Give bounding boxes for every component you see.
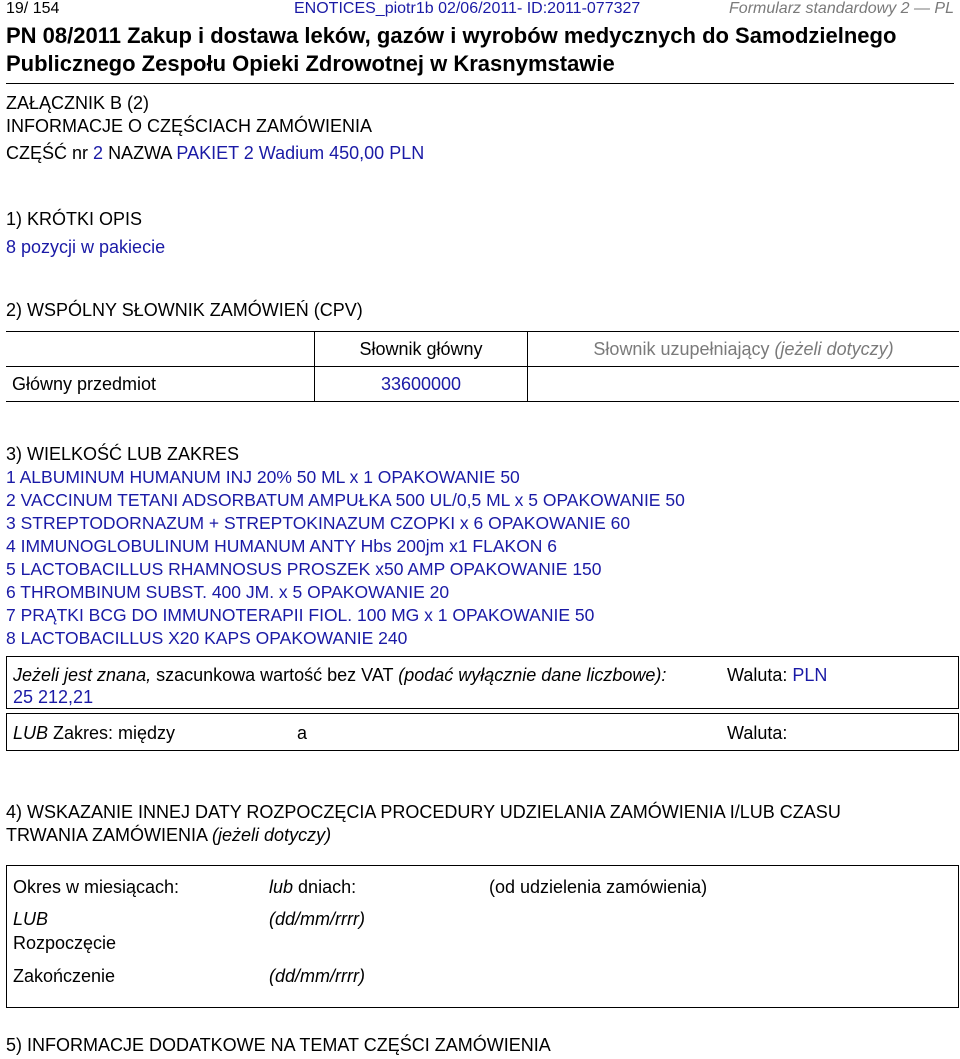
- start-label: Rozpoczęcie: [13, 933, 117, 953]
- notice-source: ENOTICES_piotr1b: [294, 0, 434, 17]
- part-number: 2: [93, 143, 104, 163]
- range-and: a: [297, 723, 308, 743]
- cpv-main-code: 33600000: [315, 367, 528, 402]
- start-date-format: (dd/mm/rrrr): [269, 909, 365, 929]
- cpv-supp-note: (jeżeli dotyczy): [774, 338, 894, 359]
- section5-heading: 5) INFORMACJE DODATKOWE NA TEMAT CZĘŚCI ZAMÓWIENIA: [6, 1035, 551, 1055]
- section2-heading: 2) WSPÓLNY SŁOWNIK ZAMÓWIEŃ (CPV): [6, 300, 363, 320]
- currency-value: PLN: [792, 665, 828, 685]
- annex-heading: ZAŁĄCZNIK B (2): [6, 93, 150, 113]
- value-label: szacunkowa wartość bez VAT: [156, 665, 394, 685]
- list-item: 5 LACTOBACILLUS RHAMNOSUS PROSZEK x50 AMP OPAKOWANIE 150: [6, 559, 602, 579]
- list-item: 7 PRĄTKI BCG DO IMMUNOTERAPII FIOL. 100 MG x 1 OPAKOWANIE 50: [6, 605, 595, 625]
- from-award-note: (od udzielenia zamówienia): [489, 877, 708, 897]
- list-item: 6 THROMBINUM SUBST. 400 JM. x 5 OPAKOWANIE 20: [6, 582, 450, 602]
- section4-heading-note: (jeżeli dotyczy): [212, 825, 332, 845]
- estimated-value-box: [6, 656, 959, 709]
- page-title: PN 08/2011 Zakup i dostawa leków, gazów i wyrobów medycznych do Samodzielnego Publicznego Zespołu Opieki Zdrowotnej w Krasnymstawie: [6, 23, 897, 76]
- notice-date-id: 02/06/2011- ID:2011-077327: [438, 0, 641, 17]
- part-label: CZĘŚĆ nr: [6, 143, 89, 163]
- or-label: LUB: [13, 723, 49, 743]
- months-label: Okres w miesiącach:: [13, 877, 180, 897]
- cpv-main-header: Słownik główny: [315, 332, 528, 367]
- end-label: Zakończenie: [13, 966, 116, 986]
- form-type: Formularz standardowy 2 — PL: [729, 0, 954, 17]
- short-description: 8 pozycji w pakiecie: [6, 237, 166, 257]
- section4-heading-text: TRWANIA ZAMÓWIENIA: [6, 825, 208, 845]
- list-item: 1 ALBUMINUM HUMANUM INJ 20% 50 ML x 1 OPAKOWANIE 50: [6, 467, 520, 487]
- list-item: 8 LACTOBACILLUS X20 KAPS OPAKOWANIE 240: [6, 628, 408, 648]
- part-line: [6, 142, 424, 164]
- value-note: (podać wyłącznie dane liczbowe):: [398, 665, 667, 685]
- document-id: [294, 0, 640, 18]
- cpv-table: [6, 331, 959, 402]
- duration-or-label: LUB: [13, 909, 49, 929]
- cpv-supp-code: [528, 367, 960, 402]
- list-item: 2 VACCINUM TETANI ADSORBATUM AMPUŁKA 500 UL/0,5 ML x 5 OPAKOWANIE 50: [6, 490, 685, 510]
- annex-subheading: INFORMACJE O CZĘŚCIACH ZAMÓWIENIA: [6, 116, 373, 136]
- currency-line: [727, 664, 827, 686]
- page-number: 19/ 154: [6, 0, 60, 17]
- cpv-supp-header: [528, 332, 960, 367]
- section4-heading: 4) WSKAZANIE INNEJ DATY ROZPOCZĘCIA PROCEDURY UDZIELANIA ZAMÓWIENIA I/LUB CZASU: [6, 802, 841, 822]
- section3-heading: 3) WIELKOŚĆ LUB ZAKRES: [6, 444, 240, 464]
- cpv-corner-cell: [6, 332, 315, 367]
- estimated-value-label: [13, 664, 666, 686]
- title-divider: [6, 83, 954, 84]
- section1-heading: 1) KRÓTKI OPIS: [6, 209, 143, 229]
- cpv-supp-label: Słownik uzupełniający: [593, 338, 770, 359]
- page-header: [6, 0, 954, 22]
- part-name: PAKIET 2 Wadium 450,00 PLN: [176, 143, 425, 163]
- currency-label: Waluta:: [727, 665, 788, 685]
- end-date-format: (dd/mm/rrrr): [269, 966, 365, 986]
- list-item: 3 STREPTODORNAZUM + STREPTOKINAZUM CZOPKI x 6 OPAKOWANIE 60: [6, 513, 631, 533]
- range-box: [6, 713, 959, 751]
- range-line: [13, 722, 175, 744]
- days-label: dniach:: [298, 877, 357, 897]
- range-currency-label: Waluta:: [727, 723, 788, 743]
- value-if-known: Jeżeli jest znana,: [13, 665, 152, 685]
- duration-box: [6, 865, 959, 1008]
- estimated-amount: 25 212,21: [13, 687, 94, 707]
- list-item: 4 IMMUNOGLOBULINUM HUMANUM ANTY Hbs 200jm x1 FLAKON 6: [6, 536, 558, 556]
- name-label: NAZWA: [108, 143, 172, 163]
- cpv-row-label: Główny przedmiot: [6, 367, 315, 402]
- section4-heading-2: [6, 824, 331, 846]
- range-label: Zakres: między: [53, 723, 176, 743]
- or-days-label: lub: [269, 877, 294, 897]
- days-line: [269, 876, 356, 898]
